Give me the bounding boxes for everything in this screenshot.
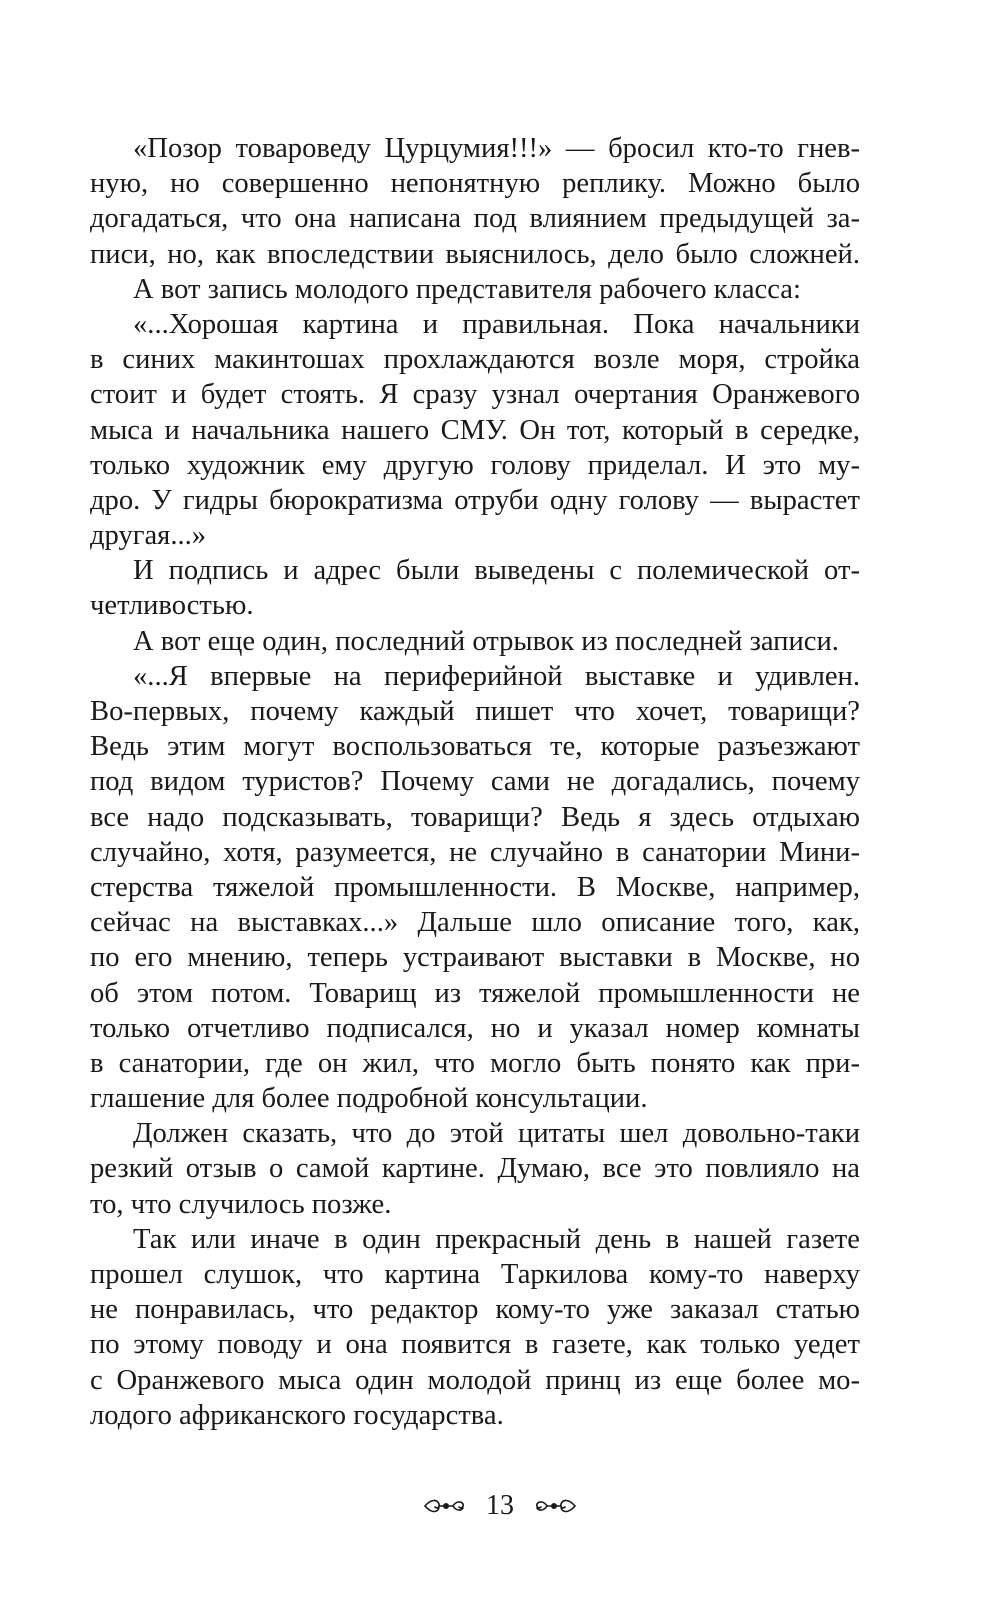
- text-line: резкий отзыв о самой картине. Думаю, все это повлияло на: [90, 1153, 860, 1185]
- floral-ornament-icon: [533, 1495, 577, 1517]
- text-line: И подпись и адрес были выведены с полемической от-: [133, 555, 860, 587]
- page-number: 13: [486, 1489, 514, 1521]
- text-line: Ведь этим могут воспользоваться те, которые разъезжают: [90, 731, 860, 763]
- text-line: глашение для более подробной консультации.: [90, 1083, 648, 1115]
- text-line: А вот запись молодого представителя рабочего класса:: [133, 273, 801, 305]
- text-line: то, что случилось позже.: [90, 1188, 392, 1220]
- text-line: мыса и начальника нашего СМУ. Он тот, который в середке,: [90, 414, 860, 446]
- text-line: лодого африканского государства.: [90, 1399, 504, 1431]
- text-line: по этому поводу и она появится в газете, как только уедет: [90, 1329, 860, 1361]
- text-line: четливостью.: [90, 590, 254, 622]
- text-line: ную, но совершенно непонятную реплику. Можно было: [90, 168, 860, 200]
- text-line: только художник ему другую голову приделал. И это му-: [90, 449, 860, 481]
- text-line: стоит и будет стоять. Я сразу узнал очертания Оранжевого: [90, 379, 860, 411]
- text-line: об этом потом. Товарищ из тяжелой промышленности не: [90, 977, 860, 1009]
- text-line: догадаться, что она написана под влиянием предыдущей за-: [90, 203, 860, 235]
- text-line: стерства тяжелой промышленности. В Москве, например,: [90, 871, 860, 903]
- text-line: в санатории, где он жил, что могло быть понято как при-: [90, 1047, 860, 1079]
- text-line: под видом туристов? Почему сами не догадались, почему: [90, 766, 860, 798]
- text-line: дро. У гидры бюрократизма отруби одну голову — вырастет: [90, 484, 860, 516]
- text-line: в синих макинтошах прохлаждаются возле моря, стройка: [90, 344, 860, 376]
- book-page-text: [90, 131, 860, 1433]
- page-footer: [0, 1486, 1000, 1524]
- text-line: все надо подсказывать, товарищи? Ведь я здесь отдыхаю: [90, 801, 860, 833]
- text-line: другая...»: [90, 520, 207, 552]
- text-line: А вот еще один, последний отрывок из последней записи.: [133, 625, 839, 657]
- text-line: по его мнению, теперь устраивают выставки в Москве, но: [90, 942, 860, 974]
- text-line: сейчас на выставках...» Дальше шло описание того, как,: [90, 907, 860, 939]
- text-line: «...Я впервые на периферийной выставке и удивлен.: [133, 660, 860, 692]
- text-line: с Оранжевого мыса один молодой принц из еще более мо-: [90, 1364, 860, 1396]
- text-line: не понравилась, что редактор кому-то уже заказал статью: [90, 1294, 860, 1326]
- text-line: «...Хорошая картина и правильная. Пока начальники: [133, 308, 860, 340]
- text-line: «Позор товароведу Цурцумия!!!» — бросил кто-то гнев-: [133, 133, 860, 164]
- text-line: писи, но, как впоследствии выяснилось, дело было сложней.: [90, 238, 860, 270]
- text-line: Так или иначе в один прекрасный день в нашей газете: [133, 1223, 860, 1255]
- text-line: только отчетливо подписался, но и указал номер комнаты: [90, 1012, 860, 1044]
- floral-ornament-icon: [423, 1495, 467, 1517]
- text-line: прошел слушок, что картина Таркилова кому-то наверху: [90, 1259, 860, 1290]
- text-line: случайно, хотя, разумеется, не случайно в санатории Мини-: [90, 836, 860, 868]
- text-line: Во-первых, почему каждый пишет что хочет, товарищи?: [90, 696, 860, 727]
- text-line: Должен сказать, что до этой цитаты шел довольно-таки: [133, 1118, 860, 1150]
